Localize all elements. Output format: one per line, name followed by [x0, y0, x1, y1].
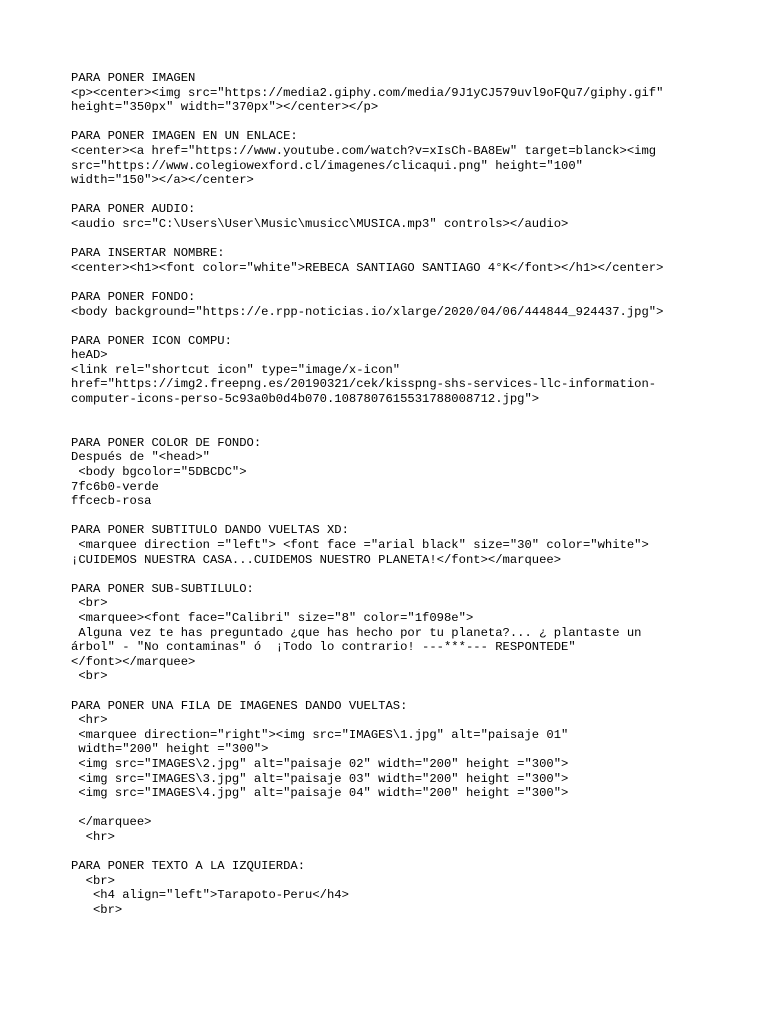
document-line: ffcecb-rosa [71, 494, 152, 509]
document-line: </font></marquee> [71, 654, 196, 669]
document-line: href="https://img2.freepng.es/20190321/cek/kisspng-shs-services-llc-information- [71, 377, 657, 392]
document-line: <img src="IMAGES\2.jpg" alt="paisaje 02" width="200" height ="300"> [71, 756, 569, 771]
document-line [71, 509, 731, 524]
document-line: <body bgcolor="5DBCDC"> [71, 465, 247, 480]
document-line: <center><h1><font color="white">REBECA SANTIAGO SANTIAGO 4°K</font></h1></center> [71, 260, 664, 275]
document-line: height="350px" width="370px"></center></p> [71, 100, 379, 115]
document-line [71, 684, 731, 699]
document-line: PARA INSERTAR NOMBRE: [71, 246, 225, 261]
document-line: Alguna vez te has preguntado ¿que has hecho por tu planeta?... ¿ plantaste un [71, 625, 642, 640]
document-line [71, 844, 731, 859]
document-line: ¡CUIDEMOS NUESTRA CASA...CUIDEMOS NUESTRO PLANETA!</font></marquee> [71, 552, 562, 567]
document-line: <body background="https://e.rpp-noticias.io/xlarge/2020/04/06/444844_924437.jpg"> [71, 304, 664, 319]
document-line: <marquee direction="right"><img src="IMAGES\1.jpg" alt="paisaje 01" [71, 727, 569, 742]
document-line: <center><a href="https://www.youtube.com/watch?v=xIsCh-BA8Ew" target=blanck><img [71, 143, 657, 158]
document-line [71, 421, 731, 436]
document-line: width="200" height ="300"> [71, 742, 269, 757]
document-line: PARA PONER SUBTITULO DANDO VUELTAS XD: [71, 523, 349, 538]
document-line: PARA PONER IMAGEN EN UN ENLACE: [71, 129, 298, 144]
document-line: <link rel="shortcut icon" type="image/x-icon" [71, 362, 401, 377]
document-line [71, 188, 731, 203]
document-line: PARA PONER COLOR DE FONDO: [71, 435, 262, 450]
document-line: PARA PONER FONDO: [71, 289, 196, 304]
document-line: <p><center><img src="https://media2.giphy.com/media/9J1yCJ579uvl9oFQu7/giphy.gif" [71, 85, 664, 100]
document-line: PARA PONER UNA FILA DE IMAGENES DANDO VUELTAS: [71, 698, 408, 713]
document-line: <h4 align="left">Tarapoto-Peru</h4> [71, 888, 349, 903]
document-line: <marquee direction ="left"> <font face ="arial black" size="30" color="white"> [71, 538, 649, 552]
document-line: heAD> [71, 348, 108, 363]
document-line: <br> [71, 902, 123, 917]
document-line: 7fc6b0-verde [71, 479, 159, 494]
document-line: PARA PONER AUDIO: [71, 202, 196, 217]
document-line: <br> [71, 669, 108, 684]
document-line: <audio src="C:\Users\User\Music\musicc\MUSICA.mp3" controls></audio> [71, 216, 569, 231]
document-line: PARA PONER IMAGEN [71, 71, 196, 85]
document-line: <br> [71, 596, 108, 611]
document-line: PARA PONER SUB-SUBTILULO: [71, 581, 254, 596]
document-line: width="150"></a></center> [71, 173, 254, 188]
document-line: computer-icons-perso-5c93a0b0d4b070.1087807615531788008712.jpg"> [71, 392, 540, 407]
document-line: <marquee><font face="Calibri" size="8" color="1f098e"> [71, 610, 474, 625]
document-line: <hr> [71, 713, 108, 728]
document-line [71, 232, 731, 247]
document-line: <img src="IMAGES\4.jpg" alt="paisaje 04" width="200" height ="300"> [71, 786, 569, 801]
document-line [71, 801, 731, 816]
document-line: <img src="IMAGES\3.jpg" alt="paisaje 03" width="200" height ="300"> [71, 771, 569, 786]
document-line: <hr> [71, 829, 115, 844]
document-line: PARA PONER TEXTO A LA IZQUIERDA: [71, 859, 306, 874]
document-line [71, 567, 731, 582]
document-line [71, 275, 731, 290]
document-page [71, 71, 731, 917]
document-line [71, 319, 731, 334]
document-line [71, 115, 731, 130]
document-line: PARA PONER ICON COMPU: [71, 333, 232, 348]
document-line [71, 407, 731, 422]
document-line: </marquee> [71, 815, 152, 830]
document-line: <br> [71, 873, 115, 888]
document-line: Después de "<head>" [71, 450, 210, 465]
document-line: src="https://www.colegiowexford.cl/imagenes/clicaqui.png" height="100" [71, 158, 583, 173]
document-line: árbol" - "No contaminas" ó ¡Todo lo contrario! ---***--- RESPONTEDE" [71, 640, 576, 655]
